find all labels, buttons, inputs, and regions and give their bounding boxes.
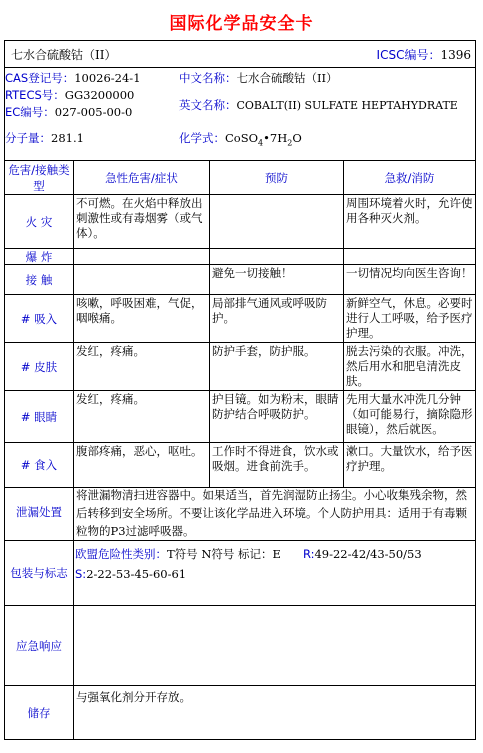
- cn-name-label: 中文名称：: [179, 71, 237, 85]
- hazard-prevent: 护目镜。如为粉末，眼睛防护结合呼吸防护。: [209, 391, 343, 442]
- hazard-header-row: [5, 161, 475, 195]
- hazard-row: [5, 249, 475, 265]
- s-label: S:: [75, 567, 87, 581]
- formula-label: 化学式：: [179, 131, 225, 145]
- packaging-label: 包装与标志: [10, 566, 68, 580]
- emergency-row: [5, 606, 475, 686]
- safety-card: [4, 40, 476, 740]
- cn-name-value: 七水合硫酸钴（II）: [236, 71, 338, 85]
- eu-class-text: T符号 N符号 标记：E: [167, 547, 281, 561]
- hazard-aid: 新鲜空气，休息。必要时进行人工呼吸，给予医疗护理。: [343, 295, 475, 342]
- hazard-row: [5, 195, 475, 249]
- rtecs-label: RTECS号：: [5, 88, 65, 102]
- hazard-symptom: [73, 265, 209, 294]
- eu-class-label: 欧盟危险性类别：: [75, 547, 167, 561]
- hazard-row: [5, 295, 475, 343]
- packaging-text: [75, 544, 475, 584]
- ec-line: [5, 104, 141, 121]
- hazard-symptom: 发红，疼痛。: [73, 391, 209, 442]
- chemical-name: 七水合硫酸钴（II）: [11, 48, 117, 62]
- hazard-row: [5, 265, 475, 295]
- identifier-block: [5, 68, 475, 161]
- card-title: 国际化学品安全卡: [169, 14, 314, 34]
- hazard-prevent: [209, 195, 343, 248]
- hazard-type: # 眼睛: [20, 409, 58, 424]
- hazard-prevent: 避免一切接触！: [209, 265, 343, 294]
- rtecs-line: [5, 87, 141, 104]
- r-label: R:: [302, 547, 315, 561]
- s-line: [75, 564, 475, 584]
- hazard-row: [5, 443, 475, 488]
- s-phrases: 2-22-53-45-60-61: [86, 567, 187, 581]
- cas-value: 10026-24-1: [74, 71, 141, 85]
- formula-line: [179, 130, 302, 151]
- hazard-type: 接 触: [25, 272, 53, 287]
- mw-value: 281.1: [51, 131, 84, 145]
- hazard-prevent: [209, 249, 343, 264]
- header-type: 危害/接触类型: [8, 162, 70, 193]
- cas-line: [5, 70, 141, 87]
- hazard-symptom: 腹部疼痛，恶心，呕吐。: [73, 443, 209, 487]
- spill-label: 泄漏处置: [16, 505, 62, 519]
- formula-value: $CoSO_4•7H_2O$: [225, 131, 302, 148]
- en-name-line: [179, 97, 458, 114]
- hazard-type: # 皮肤: [20, 359, 58, 374]
- hazard-symptom: 咳嗽，呼吸困难，气促，咽喉痛。: [73, 295, 209, 342]
- hazard-type: # 食入: [20, 458, 58, 472]
- en-name-label: 英文名称：: [179, 98, 237, 112]
- header-prevent: 预防: [209, 161, 343, 194]
- cas-label: CAS登记号：: [5, 71, 75, 85]
- hazard-aid: [343, 249, 475, 264]
- hazard-prevent: 防护手套，防护服。: [209, 343, 343, 390]
- hazard-prevent: 局部排气通风或呼吸防护。: [209, 295, 343, 342]
- hazard-aid: 先用大量水冲洗几分钟（如可能易行，摘除隐形眼镜），然后就医。: [343, 391, 475, 442]
- hazard-type: 火 灾: [25, 214, 53, 229]
- icsc-label: ICSC编号：: [376, 48, 441, 62]
- icsc-number: [377, 46, 471, 63]
- name-row: [5, 41, 475, 68]
- storage-row: [5, 686, 475, 740]
- hazard-type: 爆 炸: [25, 249, 53, 264]
- storage-text: 与强氧化剂分开存放。: [76, 690, 191, 704]
- hazard-aid: 周围环境着火时，允许使用各种灭火剂。: [343, 195, 475, 248]
- hazard-aid: 一切情况均向医生咨询！: [343, 265, 475, 294]
- packaging-row: [5, 541, 475, 606]
- ec-label: EC编号：: [5, 105, 55, 119]
- icsc-value: 1396: [440, 48, 471, 62]
- spill-text: 将泄漏物清扫进容器中。如果适当，首先润湿防止扬尘。小心收集残余物，然后转移到安全场所。不要让该化学品进入环境。个人防护用具：适用于有毒颗粒物的P3过滤呼吸器。: [76, 488, 467, 538]
- emergency-label: 应急响应: [16, 638, 62, 653]
- hazard-symptom: 不可燃。在火焰中释放出刺激性或有毒烟雾（或气体）。: [73, 195, 209, 248]
- spill-row: [5, 484, 475, 541]
- cn-name-line: [179, 70, 338, 87]
- eu-class-line: [75, 544, 475, 564]
- hazard-aid: 漱口。大量饮水，给予医疗护理。: [343, 443, 475, 487]
- storage-label: 储存: [27, 706, 51, 720]
- mw-line: [5, 130, 84, 147]
- header-aid: 急救/消防: [343, 161, 475, 194]
- hazard-row: [5, 343, 475, 391]
- hazard-prevent: 工作时不得进食，饮水或吸烟。进食前洗手。: [209, 443, 343, 487]
- rtecs-value: GG3200000: [64, 88, 135, 102]
- mw-label: 分子量：: [5, 131, 51, 145]
- hazard-row: [5, 391, 475, 443]
- ec-value: 027-005-00-0: [54, 105, 133, 119]
- r-phrases: 49-22-42/43-50/53: [314, 547, 422, 561]
- hazard-symptom: 发红，疼痛。: [73, 343, 209, 390]
- hazard-type: # 吸入: [20, 311, 58, 326]
- hazard-symptom: [73, 249, 209, 264]
- header-symptom: 急性危害/症状: [73, 161, 209, 194]
- hazard-aid: 脱去污染的衣服。冲洗，然后用水和肥皂清洗皮肤。: [343, 343, 475, 390]
- left-ids: [5, 70, 141, 121]
- emergency-text: [74, 608, 474, 610]
- en-name-value: COBALT(II) SULFATE HEPTAHYDRATE: [236, 99, 458, 112]
